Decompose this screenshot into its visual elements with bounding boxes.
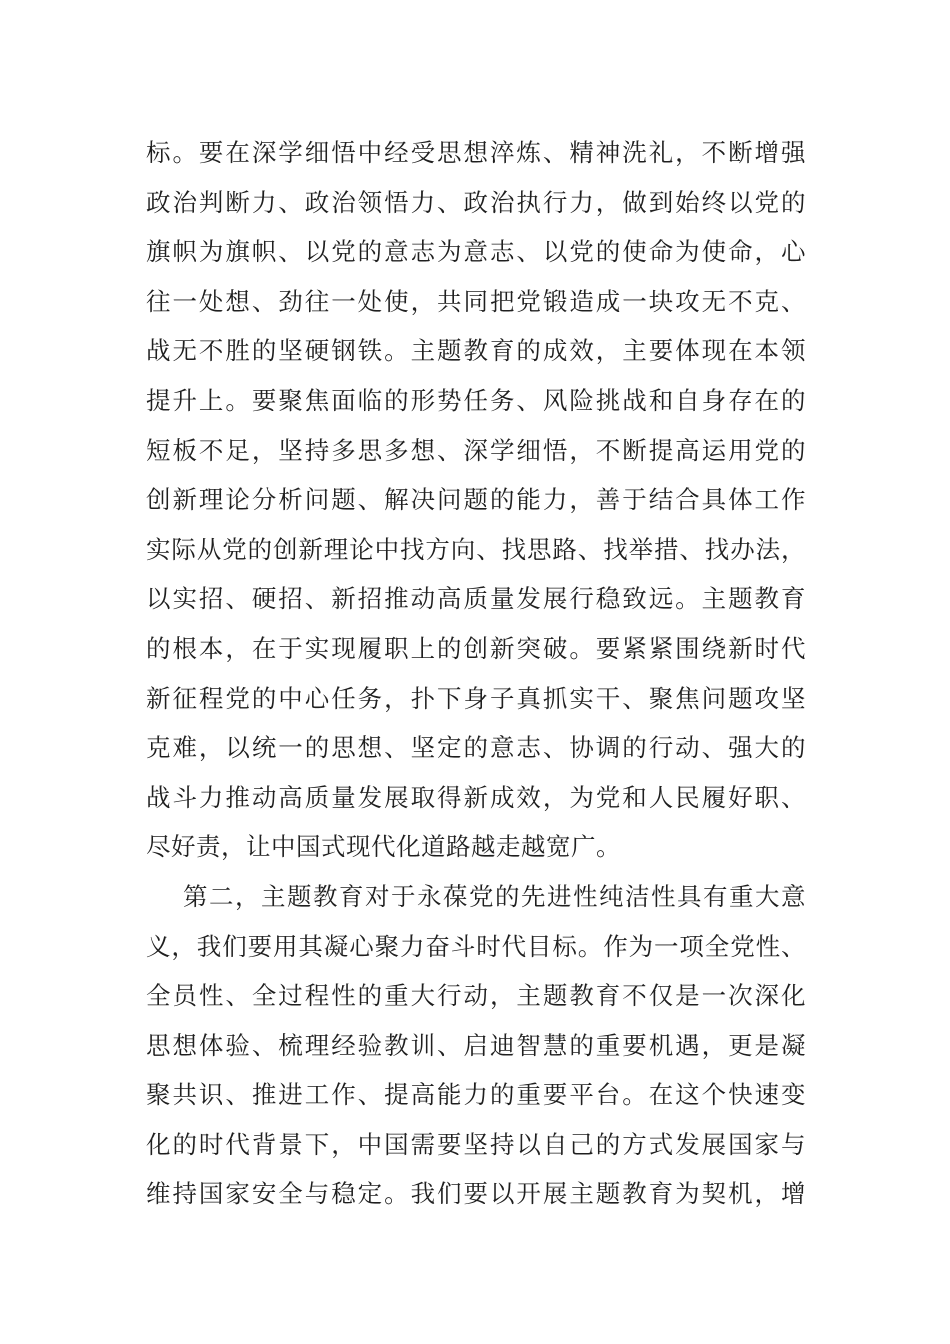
paragraph-line: 新征程党的中心任务，扑下身子真抓实干、聚焦问题攻坚 (146, 683, 806, 713)
body-text (146, 128, 806, 1219)
paragraph-line: 创新理论分析问题、解决问题的能力，善于结合具体工作 (146, 485, 806, 515)
paragraph-line: 的根本，在于实现履职上的创新突破。要紧紧围绕新时代 (146, 633, 806, 663)
paragraph-line: 克难，以统一的思想、坚定的意志、协调的行动、强大的 (146, 733, 806, 763)
paragraph-1 (146, 128, 806, 872)
paragraph-line: 化的时代背景下，中国需要坚持以自己的方式发展国家与 (146, 1129, 806, 1159)
paragraph-line: 思想体验、梳理经验教训、启迪智慧的重要机遇，更是凝 (146, 1030, 806, 1060)
paragraph-line: 往一处想、劲往一处使，共同把党锻造成一块攻无不克、 (146, 286, 806, 316)
paragraph-line: 全员性、全过程性的重大行动，主题教育不仅是一次深化 (146, 981, 806, 1011)
paragraph-line: 以实招、硬招、新招推动高质量发展行稳致远。主题教育 (146, 584, 806, 614)
paragraph-line: 实际从党的创新理论中找方向、找思路、找举措、找办法， (146, 534, 806, 564)
paragraph-line: 政治判断力、政治领悟力、政治执行力，做到始终以党的 (146, 187, 806, 217)
paragraph-line: 聚共识、推进工作、提高能力的重要平台。在这个快速变 (146, 1080, 806, 1110)
paragraph-line: 旗帜为旗帜、以党的意志为意志、以党的使命为使命，心 (146, 237, 806, 267)
paragraph-line: 战斗力推动高质量发展取得新成效，为党和人民履好职、 (146, 782, 806, 812)
paragraph-2 (146, 872, 806, 1219)
paragraph-line: 短板不足，坚持多思多想、深学细悟，不断提高运用党的 (146, 435, 806, 465)
paragraph-line: 提升上。要聚焦面临的形势任务、风险挑战和自身存在的 (146, 385, 806, 415)
paragraph-line: 维持国家安全与稳定。我们要以开展主题教育为契机，增 (146, 1179, 806, 1209)
paragraph-line: 第二，主题教育对于永葆党的先进性纯洁性具有重大意 (183, 881, 806, 911)
paragraph-line: 标。要在深学细悟中经受思想淬炼、精神洗礼，不断增强 (146, 138, 806, 167)
paragraph-line: 义，我们要用其凝心聚力奋斗时代目标。作为一项全党性、 (146, 931, 806, 961)
paragraph-line: 尽好责，让中国式现代化道路越走越宽广。 (146, 832, 621, 862)
paragraph-line: 战无不胜的坚硬钢铁。主题教育的成效，主要体现在本领 (146, 336, 806, 366)
